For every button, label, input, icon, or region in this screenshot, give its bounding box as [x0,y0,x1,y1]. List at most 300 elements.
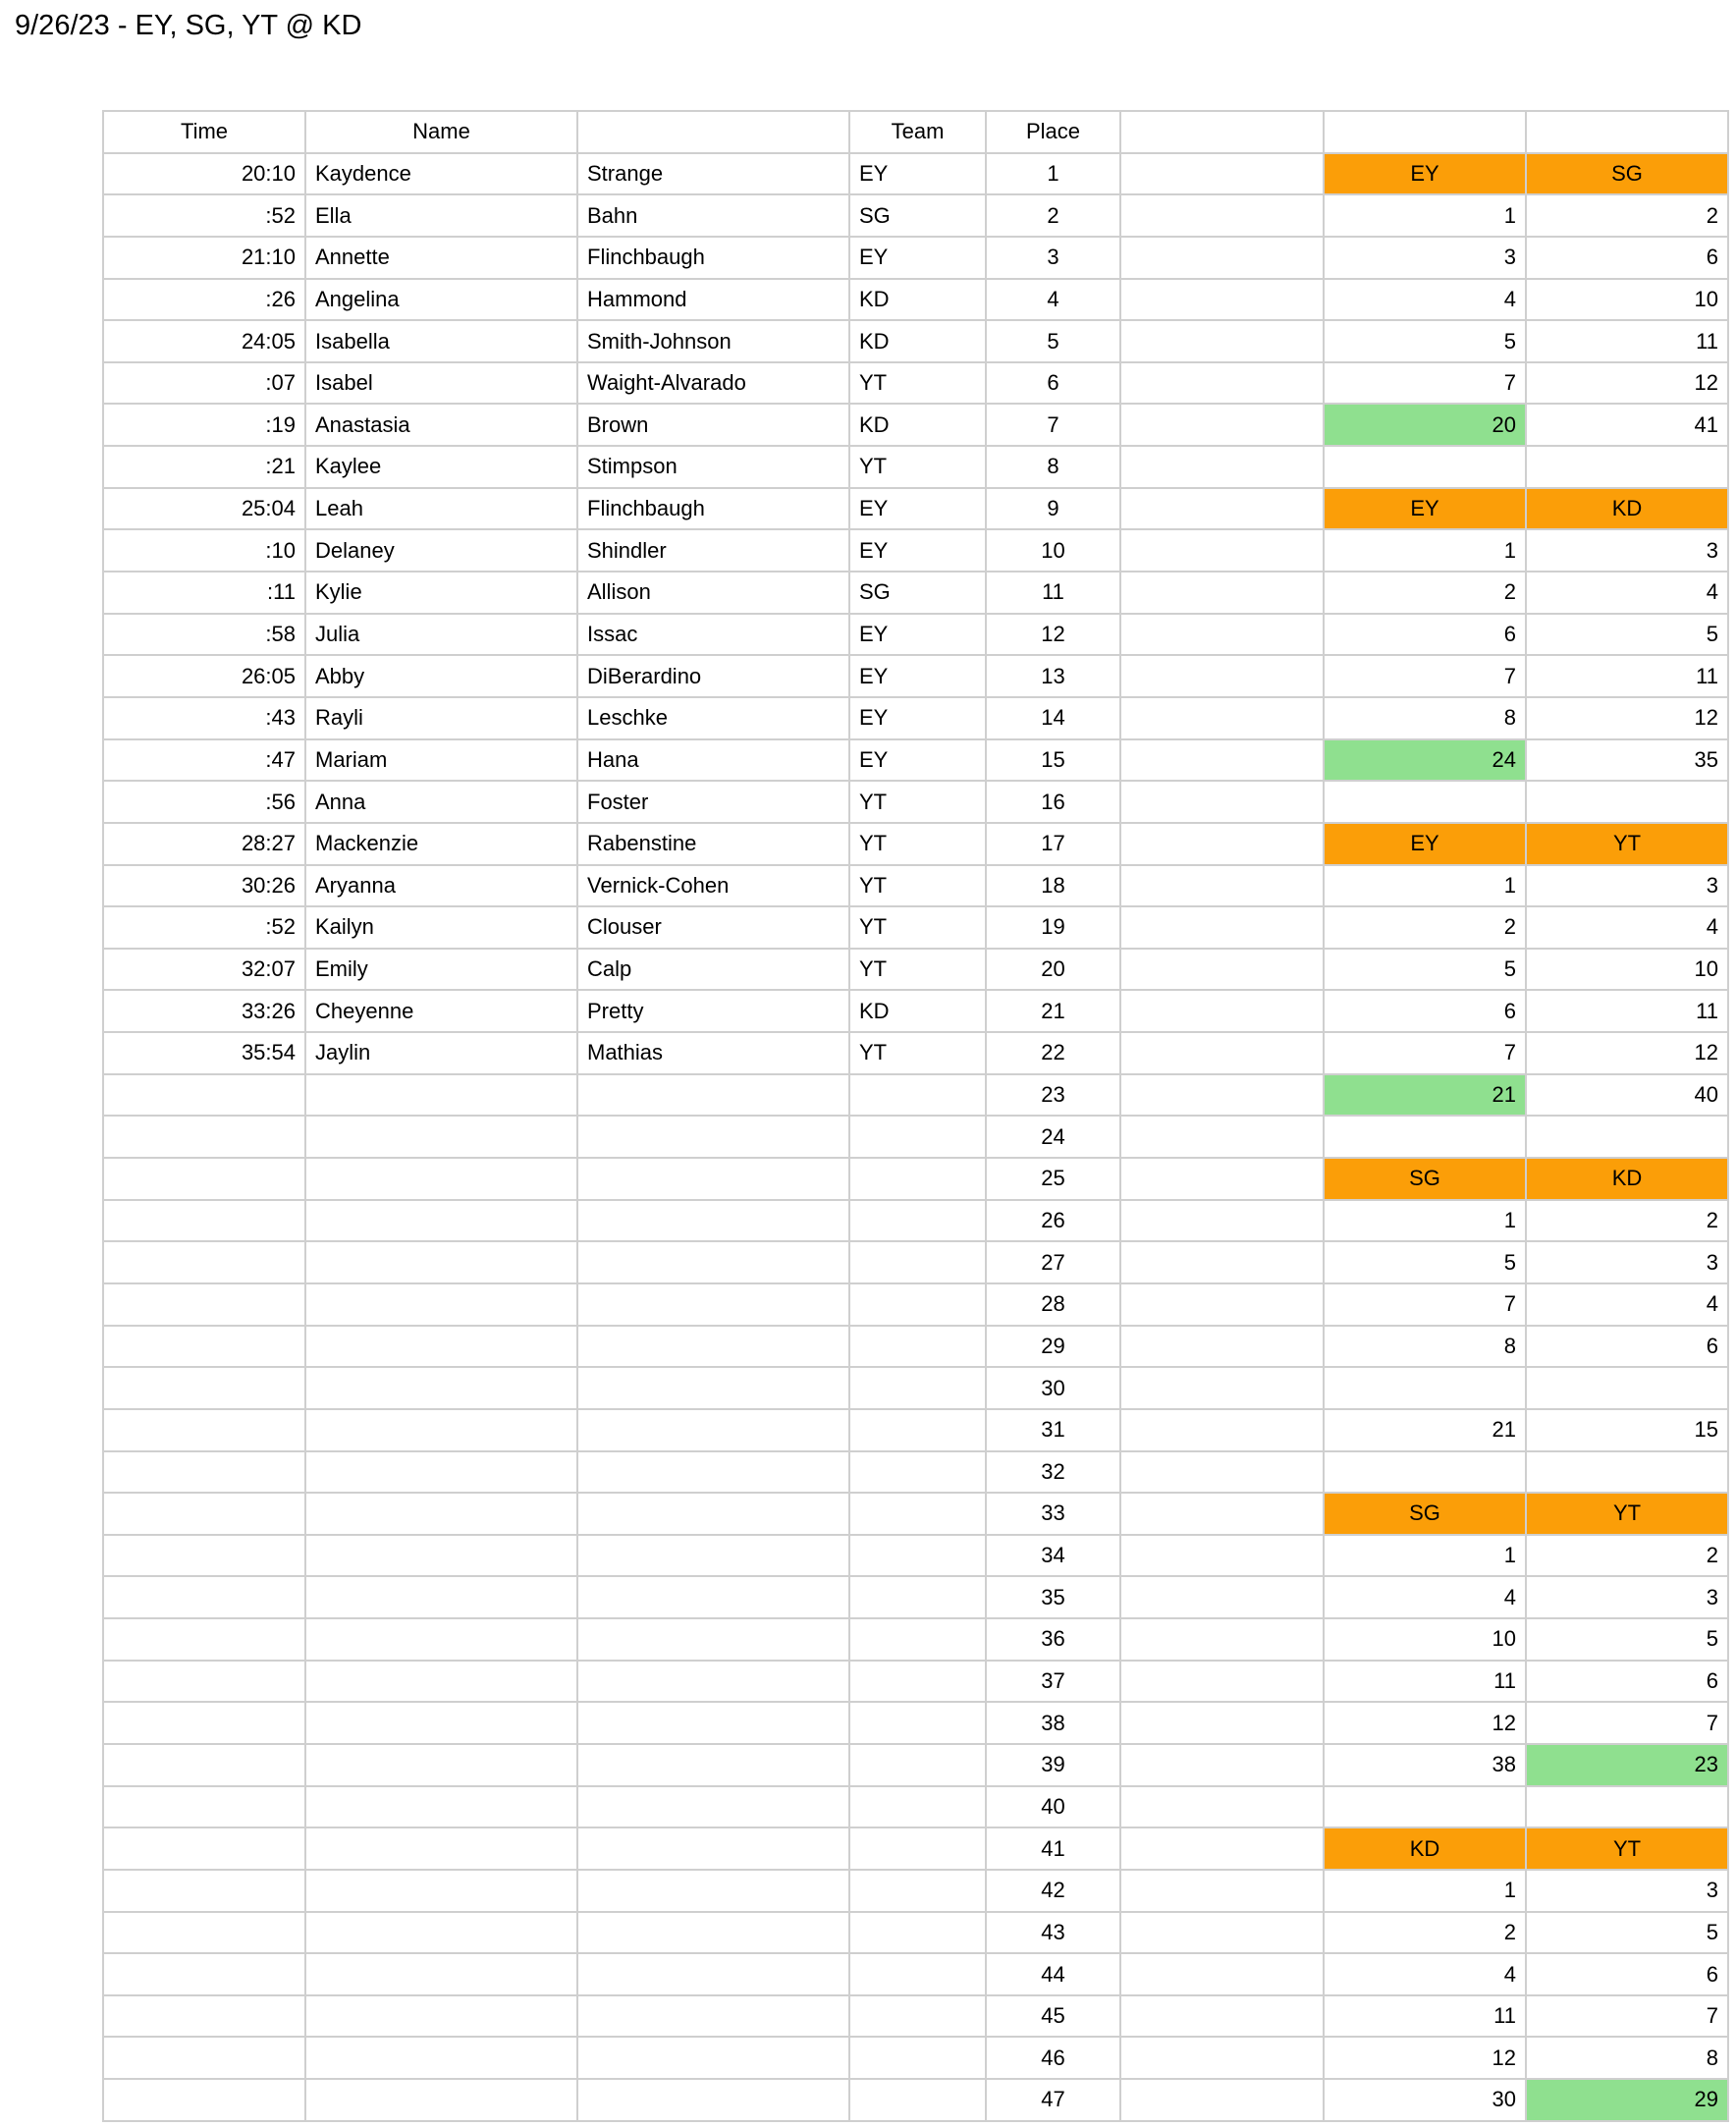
cell-time[interactable] [103,1409,305,1451]
dual-meet-team-header-cell[interactable]: EY [1324,488,1526,530]
cell-time[interactable] [103,1326,305,1368]
cell-time[interactable]: :56 [103,781,305,823]
cell-score-left[interactable] [1324,1451,1526,1494]
cell-first-name[interactable]: Leah [305,488,577,530]
cell-spacer[interactable] [1120,781,1324,823]
cell-time[interactable] [103,1827,305,1870]
cell-score-right[interactable] [1526,1451,1728,1494]
cell-first-name[interactable]: Cheyenne [305,990,577,1032]
cell-first-name[interactable]: Isabel [305,362,577,405]
cell-last-name[interactable]: Vernick-Cohen [577,865,849,907]
cell-first-name[interactable] [305,1995,577,2038]
cell-last-name[interactable]: Brown [577,404,849,446]
cell-score-right[interactable] [1526,1116,1728,1158]
cell-score-right[interactable]: 3 [1526,1241,1728,1283]
cell-place[interactable]: 13 [986,655,1120,697]
cell-last-name[interactable]: Strange [577,153,849,195]
cell-team[interactable] [849,1576,986,1618]
cell-time[interactable]: 24:05 [103,320,305,362]
cell-last-name[interactable] [577,1493,849,1535]
cell-time[interactable] [103,1744,305,1786]
dual-meet-team-header-cell[interactable]: KD [1324,1827,1526,1870]
cell-spacer[interactable] [1120,1744,1324,1786]
cell-last-name[interactable]: Stimpson [577,446,849,488]
cell-last-name[interactable] [577,1535,849,1577]
cell-spacer[interactable] [1120,1827,1324,1870]
cell-score-left[interactable]: 12 [1324,2037,1526,2079]
cell-time[interactable]: 33:26 [103,990,305,1032]
cell-first-name[interactable]: Annette [305,237,577,279]
cell-team[interactable]: SG [849,572,986,614]
cell-score-left[interactable]: 5 [1324,320,1526,362]
cell-team[interactable] [849,1744,986,1786]
cell-spacer[interactable] [1120,1326,1324,1368]
cell-place[interactable]: 7 [986,404,1120,446]
cell-last-name[interactable]: Hammond [577,279,849,321]
cell-team[interactable] [849,2037,986,2079]
cell-team[interactable]: YT [849,1032,986,1074]
cell-score-right[interactable]: 3 [1526,1576,1728,1618]
cell-score-right[interactable] [1526,1786,1728,1828]
cell-team[interactable] [849,1995,986,2038]
cell-last-name[interactable]: Flinchbaugh [577,488,849,530]
cell-team[interactable] [849,1953,986,1995]
cell-first-name[interactable] [305,1200,577,1242]
cell-team[interactable]: YT [849,906,986,949]
cell-place[interactable]: 25 [986,1158,1120,1200]
dual-meet-team-header-cell[interactable]: SG [1526,153,1728,195]
cell-spacer[interactable] [1120,529,1324,572]
header-name[interactable]: Name [305,111,577,153]
cell-spacer[interactable] [1120,1618,1324,1661]
cell-spacer[interactable] [1120,1074,1324,1117]
cell-spacer[interactable] [1120,2037,1324,2079]
cell-spacer[interactable] [1120,1786,1324,1828]
cell-spacer[interactable] [1120,572,1324,614]
header-place[interactable]: Place [986,111,1120,153]
cell-place[interactable]: 44 [986,1953,1120,1995]
cell-score-left[interactable]: 8 [1324,1326,1526,1368]
cell-time[interactable]: 30:26 [103,865,305,907]
cell-team[interactable]: YT [849,781,986,823]
cell-place[interactable]: 43 [986,1912,1120,1954]
cell-team[interactable] [849,1116,986,1158]
cell-score-left[interactable] [1324,781,1526,823]
cell-time[interactable] [103,1367,305,1409]
cell-score-left[interactable] [1324,1786,1526,1828]
cell-team[interactable] [849,1786,986,1828]
cell-last-name[interactable] [577,1451,849,1494]
cell-spacer[interactable] [1120,404,1324,446]
cell-time[interactable]: :52 [103,194,305,237]
cell-team[interactable] [849,1912,986,1954]
cell-place[interactable]: 20 [986,949,1120,991]
cell-spacer[interactable] [1120,279,1324,321]
cell-team[interactable]: EY [849,153,986,195]
cell-first-name[interactable] [305,1158,577,1200]
cell-last-name[interactable] [577,1702,849,1744]
dual-meet-total-cell[interactable]: 40 [1526,1074,1728,1117]
cell-first-name[interactable] [305,1074,577,1117]
cell-team[interactable] [849,1200,986,1242]
cell-score-right[interactable]: 12 [1526,1032,1728,1074]
cell-time[interactable] [103,1493,305,1535]
cell-first-name[interactable]: Kaylee [305,446,577,488]
cell-score-left[interactable]: 10 [1324,1618,1526,1661]
cell-place[interactable]: 35 [986,1576,1120,1618]
dual-meet-winning-total-cell[interactable]: 29 [1526,2079,1728,2121]
cell-first-name[interactable]: Mackenzie [305,823,577,865]
cell-score-right[interactable]: 6 [1526,1953,1728,1995]
cell-last-name[interactable]: Allison [577,572,849,614]
cell-score-left[interactable]: 6 [1324,990,1526,1032]
cell-place[interactable]: 47 [986,2079,1120,2121]
cell-score-left[interactable] [1324,1367,1526,1409]
cell-spacer[interactable] [1120,1409,1324,1451]
cell-spacer[interactable] [1120,1953,1324,1995]
cell-place[interactable]: 19 [986,906,1120,949]
cell-score-left[interactable]: 2 [1324,906,1526,949]
cell-last-name[interactable] [577,1409,849,1451]
cell-place[interactable]: 17 [986,823,1120,865]
cell-time[interactable]: 26:05 [103,655,305,697]
cell-last-name[interactable]: Foster [577,781,849,823]
cell-first-name[interactable]: Mariam [305,739,577,782]
dual-meet-team-header-cell[interactable]: SG [1324,1158,1526,1200]
cell-first-name[interactable]: Jaylin [305,1032,577,1074]
cell-first-name[interactable] [305,1451,577,1494]
cell-time[interactable]: :07 [103,362,305,405]
cell-team[interactable] [849,1870,986,1912]
cell-place[interactable]: 14 [986,697,1120,739]
cell-place[interactable]: 6 [986,362,1120,405]
cell-time[interactable] [103,1116,305,1158]
cell-score-right[interactable]: 6 [1526,237,1728,279]
cell-spacer[interactable] [1120,949,1324,991]
cell-spacer[interactable] [1120,1200,1324,1242]
cell-last-name[interactable] [577,1786,849,1828]
cell-place[interactable]: 5 [986,320,1120,362]
cell-spacer[interactable] [1120,1870,1324,1912]
cell-place[interactable]: 4 [986,279,1120,321]
cell-place[interactable]: 21 [986,990,1120,1032]
header-score-left-blank[interactable] [1324,111,1526,153]
dual-meet-team-header-cell[interactable]: YT [1526,1827,1728,1870]
cell-score-left[interactable]: 6 [1324,614,1526,656]
cell-first-name[interactable]: Abby [305,655,577,697]
cell-last-name[interactable] [577,1995,849,2038]
cell-first-name[interactable] [305,1576,577,1618]
cell-time[interactable] [103,1953,305,1995]
cell-time[interactable] [103,1200,305,1242]
cell-first-name[interactable] [305,1870,577,1912]
cell-spacer[interactable] [1120,446,1324,488]
header-time[interactable]: Time [103,111,305,153]
cell-team[interactable]: KD [849,279,986,321]
cell-last-name[interactable] [577,2037,849,2079]
dual-meet-team-header-cell[interactable]: YT [1526,1493,1728,1535]
cell-score-left[interactable]: 11 [1324,1661,1526,1703]
cell-last-name[interactable]: Hana [577,739,849,782]
cell-team[interactable]: YT [849,865,986,907]
cell-last-name[interactable] [577,1326,849,1368]
cell-first-name[interactable]: Anna [305,781,577,823]
cell-spacer[interactable] [1120,1576,1324,1618]
cell-team[interactable] [849,1451,986,1494]
cell-score-left[interactable]: 7 [1324,655,1526,697]
cell-first-name[interactable] [305,1786,577,1828]
cell-score-right[interactable]: 10 [1526,279,1728,321]
cell-first-name[interactable]: Kylie [305,572,577,614]
cell-team[interactable]: EY [849,529,986,572]
cell-team[interactable] [849,1074,986,1117]
cell-time[interactable] [103,1074,305,1117]
cell-last-name[interactable] [577,1116,849,1158]
cell-place[interactable]: 36 [986,1618,1120,1661]
cell-team[interactable]: YT [849,362,986,405]
cell-spacer[interactable] [1120,1283,1324,1326]
cell-time[interactable] [103,2037,305,2079]
header-score-right-blank[interactable] [1526,111,1728,153]
cell-score-left[interactable] [1324,1116,1526,1158]
cell-team[interactable] [849,1283,986,1326]
cell-first-name[interactable]: Aryanna [305,865,577,907]
dual-meet-total-cell[interactable]: 30 [1324,2079,1526,2121]
cell-first-name[interactable] [305,1912,577,1954]
cell-team[interactable] [849,1409,986,1451]
cell-spacer[interactable] [1120,1912,1324,1954]
cell-spacer[interactable] [1120,1493,1324,1535]
dual-meet-winning-total-cell[interactable]: 23 [1526,1744,1728,1786]
cell-score-left[interactable]: 4 [1324,1576,1526,1618]
cell-place[interactable]: 12 [986,614,1120,656]
cell-place[interactable]: 11 [986,572,1120,614]
cell-place[interactable]: 27 [986,1241,1120,1283]
cell-spacer[interactable] [1120,2079,1324,2121]
dual-meet-winning-total-cell[interactable]: 24 [1324,739,1526,782]
dual-meet-total-cell[interactable]: 35 [1526,739,1728,782]
cell-last-name[interactable] [577,1661,849,1703]
cell-team[interactable]: EY [849,488,986,530]
cell-first-name[interactable]: Rayli [305,697,577,739]
cell-last-name[interactable] [577,1158,849,1200]
cell-last-name[interactable] [577,1744,849,1786]
dual-meet-winning-total-cell[interactable]: 20 [1324,404,1526,446]
cell-last-name[interactable] [577,1953,849,1995]
cell-time[interactable]: 35:54 [103,1032,305,1074]
cell-first-name[interactable] [305,1618,577,1661]
cell-time[interactable] [103,1576,305,1618]
cell-time[interactable] [103,1618,305,1661]
cell-place[interactable]: 16 [986,781,1120,823]
dual-meet-team-header-cell[interactable]: KD [1526,488,1728,530]
cell-score-left[interactable]: 4 [1324,1953,1526,1995]
cell-score-left[interactable]: 1 [1324,1535,1526,1577]
cell-score-left[interactable]: 4 [1324,279,1526,321]
cell-place[interactable]: 34 [986,1535,1120,1577]
cell-time[interactable] [103,1241,305,1283]
cell-score-left[interactable]: 1 [1324,1200,1526,1242]
cell-score-right[interactable]: 3 [1526,529,1728,572]
cell-score-right[interactable] [1526,446,1728,488]
cell-team[interactable] [849,1827,986,1870]
cell-time[interactable]: :11 [103,572,305,614]
cell-last-name[interactable]: Shindler [577,529,849,572]
cell-score-right[interactable]: 2 [1526,1535,1728,1577]
cell-score-left[interactable]: 1 [1324,865,1526,907]
cell-team[interactable]: EY [849,237,986,279]
cell-spacer[interactable] [1120,697,1324,739]
cell-first-name[interactable]: Isabella [305,320,577,362]
cell-place[interactable]: 45 [986,1995,1120,2038]
cell-team[interactable] [849,1241,986,1283]
cell-last-name[interactable]: Bahn [577,194,849,237]
cell-time[interactable]: :19 [103,404,305,446]
cell-first-name[interactable] [305,1283,577,1326]
cell-score-right[interactable]: 7 [1526,1702,1728,1744]
dual-meet-team-header-cell[interactable]: EY [1324,153,1526,195]
cell-place[interactable]: 40 [986,1786,1120,1828]
cell-first-name[interactable]: Emily [305,949,577,991]
dual-meet-team-header-cell[interactable]: SG [1324,1493,1526,1535]
cell-score-left[interactable]: 11 [1324,1995,1526,2038]
cell-last-name[interactable]: Waight-Alvarado [577,362,849,405]
cell-last-name[interactable] [577,1576,849,1618]
cell-team[interactable]: SG [849,194,986,237]
cell-last-name[interactable]: Smith-Johnson [577,320,849,362]
cell-time[interactable] [103,1535,305,1577]
cell-place[interactable]: 22 [986,1032,1120,1074]
cell-spacer[interactable] [1120,194,1324,237]
cell-last-name[interactable] [577,1912,849,1954]
cell-score-right[interactable]: 6 [1526,1326,1728,1368]
cell-last-name[interactable] [577,1200,849,1242]
cell-place[interactable]: 23 [986,1074,1120,1117]
cell-spacer[interactable] [1120,614,1324,656]
cell-score-right[interactable]: 4 [1526,906,1728,949]
cell-first-name[interactable] [305,1744,577,1786]
cell-score-left[interactable]: 12 [1324,1702,1526,1744]
cell-team[interactable]: EY [849,697,986,739]
cell-score-right[interactable]: 11 [1526,655,1728,697]
cell-team[interactable] [849,1618,986,1661]
cell-time[interactable]: :10 [103,529,305,572]
cell-place[interactable]: 33 [986,1493,1120,1535]
cell-place[interactable]: 9 [986,488,1120,530]
cell-score-left[interactable] [1324,446,1526,488]
cell-time[interactable] [103,1283,305,1326]
cell-score-left[interactable]: 7 [1324,1283,1526,1326]
cell-spacer[interactable] [1120,1367,1324,1409]
cell-score-left[interactable]: 5 [1324,949,1526,991]
cell-time[interactable] [103,1158,305,1200]
cell-place[interactable]: 18 [986,865,1120,907]
cell-first-name[interactable] [305,1326,577,1368]
cell-place[interactable]: 46 [986,2037,1120,2079]
cell-time[interactable] [103,1786,305,1828]
cell-spacer[interactable] [1120,655,1324,697]
cell-score-right[interactable]: 11 [1526,320,1728,362]
dual-meet-total-cell[interactable]: 15 [1526,1409,1728,1451]
cell-score-right[interactable]: 6 [1526,1661,1728,1703]
cell-team[interactable] [849,1326,986,1368]
dual-meet-team-header-cell[interactable]: EY [1324,823,1526,865]
cell-team[interactable]: KD [849,990,986,1032]
cell-score-right[interactable]: 12 [1526,362,1728,405]
cell-spacer[interactable] [1120,1661,1324,1703]
dual-meet-total-cell[interactable]: 38 [1324,1744,1526,1786]
cell-spacer[interactable] [1120,362,1324,405]
cell-score-right[interactable]: 8 [1526,2037,1728,2079]
cell-spacer[interactable] [1120,320,1324,362]
cell-team[interactable] [849,1493,986,1535]
cell-time[interactable] [103,1870,305,1912]
cell-score-right[interactable] [1526,781,1728,823]
cell-time[interactable]: :52 [103,906,305,949]
cell-time[interactable] [103,2079,305,2121]
cell-last-name[interactable] [577,1618,849,1661]
cell-time[interactable] [103,1912,305,1954]
cell-last-name[interactable] [577,1870,849,1912]
header-team[interactable]: Team [849,111,986,153]
cell-place[interactable]: 10 [986,529,1120,572]
cell-first-name[interactable]: Kailyn [305,906,577,949]
cell-team[interactable] [849,2079,986,2121]
cell-first-name[interactable] [305,1702,577,1744]
cell-time[interactable]: 20:10 [103,153,305,195]
cell-score-left[interactable]: 7 [1324,1032,1526,1074]
cell-last-name[interactable]: DiBerardino [577,655,849,697]
cell-time[interactable]: :21 [103,446,305,488]
cell-score-left[interactable]: 7 [1324,362,1526,405]
cell-last-name[interactable] [577,1074,849,1117]
cell-score-right[interactable]: 12 [1526,697,1728,739]
cell-place[interactable]: 37 [986,1661,1120,1703]
cell-spacer[interactable] [1120,823,1324,865]
cell-time[interactable]: :43 [103,697,305,739]
cell-last-name[interactable] [577,2079,849,2121]
cell-spacer[interactable] [1120,153,1324,195]
cell-place[interactable]: 2 [986,194,1120,237]
cell-team[interactable] [849,1661,986,1703]
cell-first-name[interactable] [305,1241,577,1283]
cell-place[interactable]: 26 [986,1200,1120,1242]
cell-spacer[interactable] [1120,906,1324,949]
cell-place[interactable]: 8 [986,446,1120,488]
cell-first-name[interactable]: Anastasia [305,404,577,446]
cell-time[interactable]: :47 [103,739,305,782]
cell-score-right[interactable]: 7 [1526,1995,1728,2038]
cell-first-name[interactable] [305,1116,577,1158]
dual-meet-team-header-cell[interactable]: YT [1526,823,1728,865]
cell-spacer[interactable] [1120,865,1324,907]
cell-spacer[interactable] [1120,1032,1324,1074]
cell-first-name[interactable]: Kaydence [305,153,577,195]
cell-score-right[interactable] [1526,1367,1728,1409]
cell-spacer[interactable] [1120,739,1324,782]
cell-first-name[interactable] [305,2037,577,2079]
dual-meet-winning-total-cell[interactable]: 21 [1324,1074,1526,1117]
cell-time[interactable] [103,1995,305,2038]
cell-last-name[interactable] [577,1241,849,1283]
cell-time[interactable]: 25:04 [103,488,305,530]
cell-last-name[interactable]: Pretty [577,990,849,1032]
cell-place[interactable]: 42 [986,1870,1120,1912]
cell-last-name[interactable]: Rabenstine [577,823,849,865]
cell-spacer[interactable] [1120,1116,1324,1158]
cell-team[interactable]: YT [849,823,986,865]
cell-place[interactable]: 15 [986,739,1120,782]
